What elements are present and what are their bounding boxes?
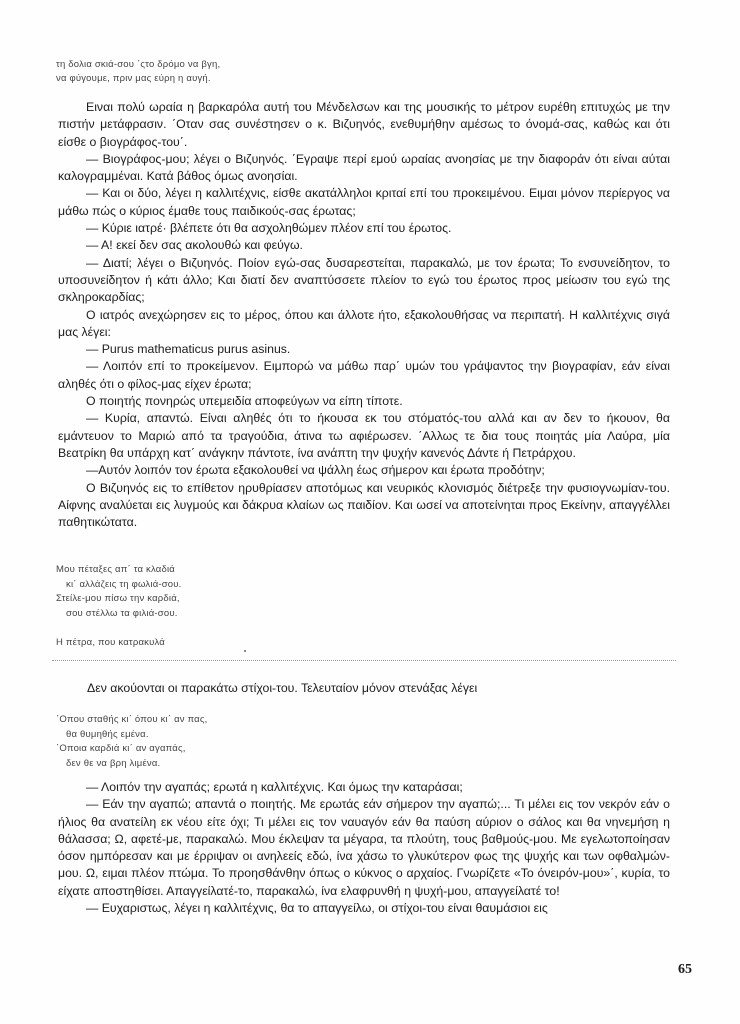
interlude-line: Δεν ακούονται οι παρακάτω στίχοι-του. Τελευταίον μόνον στενάξας λέγει (87, 681, 478, 695)
main-text-bottom (58, 779, 670, 917)
ink-speck (244, 650, 246, 652)
paragraph: Ο ποιητής πονηρώς υπεμειδία αποφεύγων να είπη τίποτε. (86, 394, 403, 409)
verse-cut-line: Η πέτρα, που κατρακυλά (56, 637, 165, 648)
paragraph: — Ευχαριστως, λέγει η καλλιτέχνις, θα το απαγγείλω, οι στίχοι-του είναι θαυμάσιοι εις (86, 901, 548, 916)
paragraph: Ειναι πολύ ωραία η βαρκαρόλα αυτή του Μένδελσων και της μουσικής το μέτρον ευρέθη επιτυχώς με την πιστήν μετάφρασιν. ΄Οταν σας συνέστησεν ο κ. Βιζυηνός, ενεθυμήθην αμέσως το όνομά-σας, καθώς και ότι είσθε ο βιογράφος-του΄. (58, 100, 670, 149)
verse-line: κι΄ αλλάζεις τη φωλιά-σου. (66, 578, 182, 590)
verse-middle (56, 563, 182, 621)
verse-line: ΄Οποια καρδιά κι΄ αν αγαπάς, (56, 743, 186, 754)
paragraph: — Διατί; λέγει ο Βιζυηνός. Ποίον εγώ-σας δυσαρεστείται, παρακαλώ, με τον έρωτα; Το ενσυνείδητον, το υποσυνείδητον ή κάτι άλλο; Και διατί δεν αναπτύσσετε πλείον το εγώ του έρωτος προς μείωσιν του εγώ της σκληροκαρδίας; (58, 255, 670, 305)
verse-line: δεν θε να βρη λιμένα. (66, 757, 161, 769)
verse-line: τη δολια σκιά-σου ΄ςτο δρόμο να βγη, (56, 59, 221, 70)
verse-line: ΄Οπου σταθής κι΄ όπου κι΄ αν πας, (56, 714, 208, 725)
verse-line: σου στέλλω τα φιλιά-σου. (66, 607, 178, 619)
paragraph: — Λοιπόν επί το προκείμενον. Ειμπορώ να μάθω παρ΄ υμών του γράψαντος την βιογραφίαν, εάν είναι αληθές ότι ο φίλος-μας είχεν έρωτα; (58, 359, 670, 391)
dotted-separator (52, 660, 676, 661)
main-text-top (58, 99, 670, 531)
verse-line: Μου πέταξες απ΄ τα κλαδιά (56, 564, 175, 575)
paragraph: — Βιογράφος-μου; λέγει ο Βιζυηνός. ΄Εγραψε περί εμού ωραίας ανοησίας με την διαφοράν ότι είναι αύται καλογραμμέναι. Κατά βάθος όμως ανοησίαι. (58, 151, 670, 184)
paragraph: Ο Βιζυηνός εις το επίθετον ηρυθρίασεν αποτόμως και νευρικός κλονισμός διέτρεξε την φυσιογνωμίαν-του. Αίφνης αναλύεται εις λυγμούς και δάκρυα κλαίων ως παιδίον. Και ωσεί να αποτείνηται προς Εκείνην, απαγγέλλει παθητικώτατα. (58, 480, 670, 530)
verse-line: θα θυμηθής εμένα. (66, 728, 149, 740)
verse-top (56, 58, 220, 86)
verse-line: να φύγουμε, πριν μας εύρη η αυγή. (56, 73, 211, 84)
paragraph: — Εάν την αγαπώ; απαντά ο ποιητής. Με ερωτάς εάν σήμερον την αγαπώ;... Τι μέλει εις τον νεκρόν εάν ο ήλιος θα ανατείλη εκ νέου είτε όχι; Τι μέλει εις τον ναυαγόν εάν θα παύση αύριον ο σάλος και θα νηνεμήση η θάλασσα; Ω, αφετέ-με, παρακαλώ. Μου έκλεψαν τα μέγαρα, τα πλούτη, τους βαθμούς-μου. Με εγελωτοποίησαν όσον ημπόρεσαν και με έρριψαν οι ανηλεείς εδώ, ίνα χάσω το γλυκύτερον φως της ψυχής και των οφθαλμών-μου. Ω, ειμαι πλέον πτώμα. Το προησθάνθην όπως ο κύκνος ο αρχαίος. Γνωρίζετε «Το όνειρόν-μου»΄, κυρία, το είχατε αποστηθίσει. Απαγγείλατέ-το, παρακαλώ, ίνα ελαφρυνθή η ψυχή-μου, απαγγείλατέ το! (58, 797, 670, 898)
paragraph: — Α! εκεί δεν σας ακολουθώ και φεύγω. (86, 238, 303, 253)
paragraph: — Λοιπόν την αγαπάς; ερωτά η καλλιτέχνις. Και όμως την καταράσαι; (86, 780, 463, 794)
paragraph: — Purus mathematicus purus asinus. (86, 342, 291, 357)
paragraph: —Αυτόν λοιπόν τον έρωτα εξακολουθεί να ψάλλη έως σήμερον και έρωτα προδότην; (86, 463, 545, 478)
paragraph: Ο ιατρός ανεχώρησεν εις το μέρος, όπου και άλλοτε ήτο, εξακολουθήσας να περιπατή. Η καλλιτέχνις σιγά μας λέγει: (58, 307, 670, 339)
paragraph: — Κύριε ιατρέ· βλέπετε ότι θα ασχοληθώμεν πλέον επί του έρωτος. (86, 221, 452, 236)
page-number: 65 (678, 962, 692, 977)
paragraph: — Κυρία, απαντώ. Είναι αληθές ότι το ήκουσα εκ του στόματός-του αλλά και αν δεν το ήκουον, θα εμάντευον το Μαριώ από τα τραγούδια, άτινα τω αφιέρωσεν. ΄Αλλως τε δια τους ποιητάς μία Λαύρα, μία Βεατρίκη θα υπάρχη κατ΄ ανάγκην πάντοτε, ίνα ανάπτη την ψυχήν κανενός Δάντε ή Πετράρχου. (58, 411, 670, 460)
verse-line: Στείλε-μου πίσω την καρδιά, (56, 593, 180, 604)
paragraph: — Και οι δύο, λέγει η καλλιτέχνις, είσθε ακατάλληλοι κριταί επί του προκειμένου. Ειμαι μόνον περίεργος να μάθω πώς ο κύριος έμαθε τους παιδικούς-σας έρωτας; (58, 186, 670, 218)
verse-bottom (56, 713, 207, 771)
